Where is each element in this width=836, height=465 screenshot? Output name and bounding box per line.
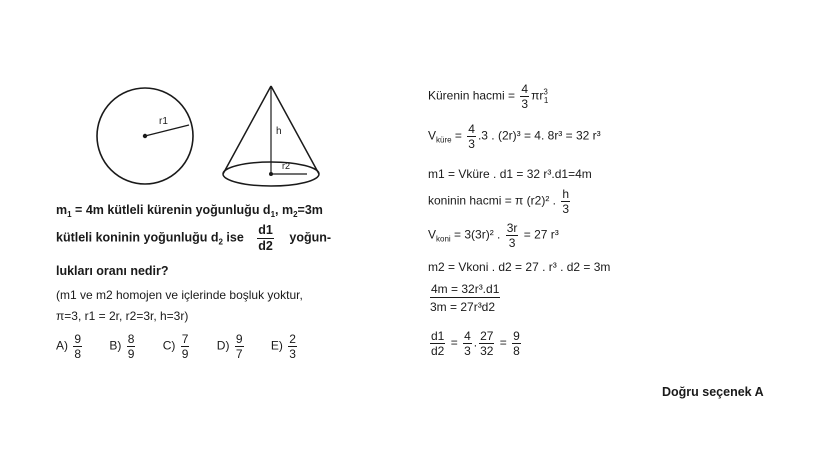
- option-a[interactable]: A) $\frac{9}{8}$: [56, 332, 82, 361]
- sphere-drawing: [97, 88, 193, 184]
- cone-radius-label: r2: [282, 161, 291, 171]
- solution-step-2: $V_{küre}$ = $\frac{4}{3}$ .3 . (2r)³ = 4. 8r³ = 32 r³: [428, 122, 601, 151]
- question-note-line-2: π=3, r1 = 2r, r2=3r, h=3r): [56, 309, 189, 323]
- cone-height-label: h: [276, 126, 282, 137]
- question-line-1: $m_1 = 4m$ kütleli kürenin yoğunluğu $d_1$, $m_2=3m$: [56, 203, 323, 219]
- question-line-2: kütleli koninin yoğunluğu $d_2$ ise $\frac{d1}{d2}$ yoğun-: [56, 223, 332, 253]
- solution-step-5: $V_{koni} = 3(3r)^2$ . $\frac{3r}{3}$ = 27 r³: [428, 221, 559, 250]
- solution-step-6: m2 = Vkoni . d2 = 27 . r³ . d2 = 3m: [428, 260, 611, 274]
- option-e[interactable]: E) $\frac{2}{3}$: [270, 332, 296, 361]
- solution-step-1: Kürenin hacmi = $\frac{4}{3}$ $\pi r^3_1$: [428, 82, 549, 111]
- question-note-line-1: (m1 ve m2 homojen ve içlerinde boşluk yoktur,: [56, 288, 303, 302]
- ratio-fraction: $\frac{d1}{d2}$: [258, 223, 273, 253]
- option-b[interactable]: B) $\frac{8}{9}$: [109, 332, 135, 361]
- geometry-figure: [85, 78, 345, 198]
- correct-answer-note: Doğru seçenek A: [662, 385, 764, 399]
- solution-step-3: m1 = Vküre . d1 = 32 r³.d1=4m: [428, 167, 592, 181]
- sphere-radius-label: r1: [159, 116, 168, 127]
- question-line-3: lukları oranı nedir?: [56, 264, 169, 278]
- option-d[interactable]: D) $\frac{9}{7}$: [216, 332, 243, 361]
- solution-step-4: koninin hacmi = π (r2)² . $\frac{h}{3}$: [428, 187, 570, 216]
- cone-drawing: [223, 86, 319, 186]
- option-c[interactable]: C) $\frac{7}{9}$: [162, 332, 189, 361]
- answer-options: [56, 333, 321, 360]
- solution-step-8: $\frac{d1}{d2}$ = $\frac{4}{3}$ . $\frac{27}{32}$ = $\frac{9}{8}$: [431, 329, 520, 358]
- solution-step-7: $\frac{\text{4m = 32r³.d1}}{\text{3m = 27r³d2}}$: [430, 282, 500, 314]
